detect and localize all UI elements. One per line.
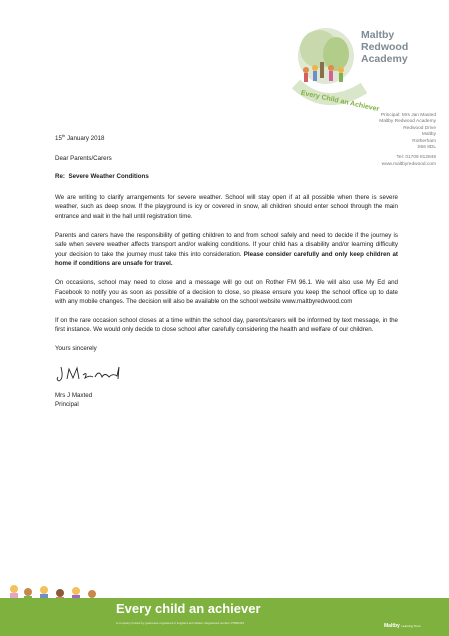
- address-line: S66 8DL: [417, 145, 436, 151]
- school-name-line-1: Maltby: [361, 29, 395, 41]
- address-line: Maltby Redwood Academy: [379, 119, 436, 125]
- subject-line: Re: Severe Weather Conditions: [55, 173, 149, 181]
- school-name-line-3: Academy: [361, 53, 408, 65]
- school-name: [361, 29, 408, 65]
- motto-arc: Every Child an Achiever: [300, 89, 380, 114]
- website: www.maltbyredwood.com: [381, 161, 436, 167]
- footer-slogan: Every child an achiever: [116, 601, 261, 616]
- footer-small-print: A company limited by guarantee registered in England and Wales. Registered number 07882419: [116, 621, 245, 625]
- footer-brand: Maltby Learning Trust: [384, 623, 421, 629]
- paragraph-2: Parents and carers have the responsibility of getting children to and from school safely and need to decide if the journey is safe when severe weather affects transport and/or walking conditions. If your child has a disability and/or learning difficulty your decision to take the journey must take this into consideration. Please consider carefully and only keep children at home if conditions are unsafe for travel.: [55, 231, 398, 268]
- closing: Yours sincerely: [55, 344, 97, 352]
- paragraph-3: On occasions, school may need to close and a message will go out on Rother FM 96.1. We will also use My Ed and Facebook to notify you as soon as possible of a decision to close, so please ensure you keep the school office up to date with any mobile changes. The decision will also be available on the school website www.maltbyredwood.com: [55, 279, 398, 306]
- letter-date: 15th January 2018: [55, 133, 105, 143]
- school-name-line-2: Redwood: [361, 41, 409, 53]
- paragraph-1: We are writing to clarify arrangements for severe weather. School will stay open if at all possible when there is severe weather, such as deep snow. If the playground is icy or covered in snow, all children should enter school through the main entrance and wait in the hall until registration time.: [55, 193, 398, 221]
- signatory-role: Principal: [55, 401, 79, 409]
- address-line: Principal: Mrs Jan Maxted: [380, 113, 436, 118]
- letter-body: [55, 131, 398, 410]
- address-line: Redwood Drive: [403, 125, 436, 131]
- telephone: Tel: 01709 812848: [396, 155, 436, 161]
- salutation: Dear Parents/Carers: [55, 154, 112, 162]
- address-line: Maltby: [421, 132, 436, 138]
- paragraph-4: If on the rare occasion school closes at a time within the school day, parents/carers will be informed by text message, in the first instance. We would only decide to close school after carefully considering the health and welfare of our children.: [55, 316, 398, 334]
- address-line: Rotherham: [412, 138, 436, 144]
- signatory-name: Mrs J Maxted: [55, 391, 93, 399]
- signature: [55, 363, 125, 385]
